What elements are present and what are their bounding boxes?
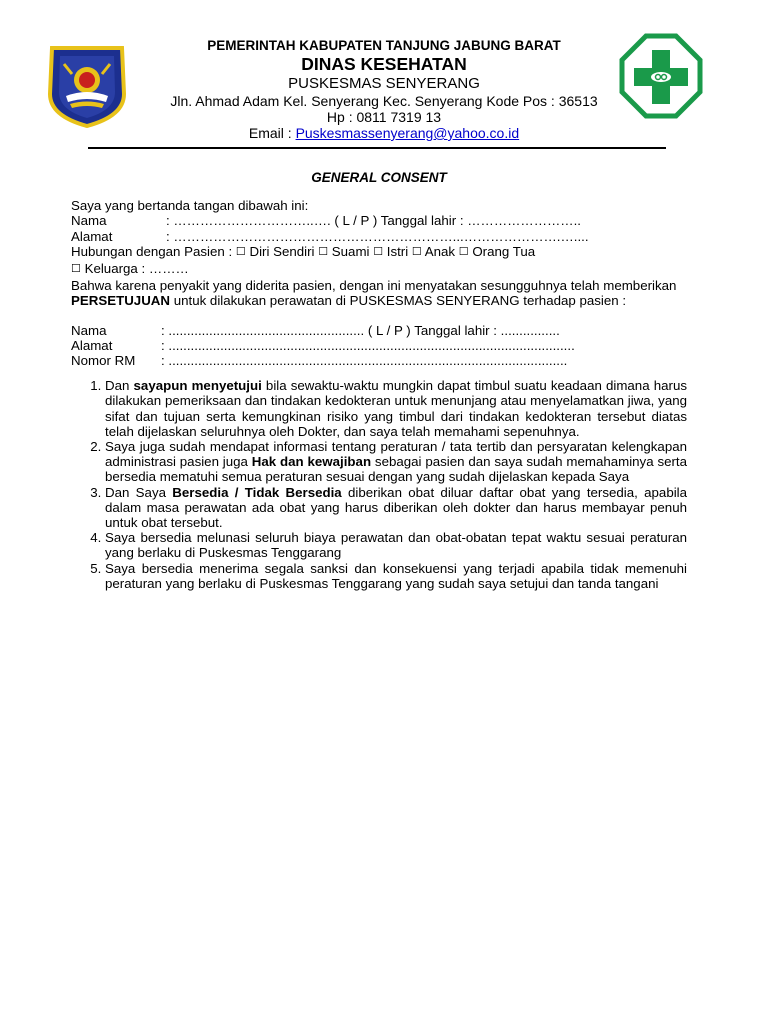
relation-option-child: Anak [424,243,456,259]
checkbox-icon[interactable]: ☐ [318,245,329,258]
signer-intro: Saya yang bertanda tangan dibawah ini: [71,198,309,214]
relation-option-family: Keluarga [84,260,138,276]
patient-address-field[interactable]: : .............................................................................................................. [161,337,575,353]
signer-address-field[interactable]: : ………………………………………………………...………………….….... [166,228,589,244]
signer-name-field[interactable]: : …………………………..…. ( L / P ) Tanggal lahir : …………………….. [166,213,581,229]
document-title: GENERAL CONSENT [311,170,447,185]
relation-label: Hubungan dengan Pasien : [71,243,233,259]
checkbox-icon[interactable]: ☐ [71,262,81,275]
checkbox-icon[interactable]: ☐ [373,245,384,258]
letterhead [0,0,768,160]
signer-address-row [71,229,687,244]
patient-name-label: Nama [71,322,107,338]
relation-row [71,244,687,261]
list-item: 1. Dan sayapun menyetujui bila sewaktu-waktu mungkin dapat timbul suatu keadaan dimana harus dilakukan pemeriksaan dan tindakan kedokteran untuk menunjang atau menyelamatkan jiwa, yang sifat dan tujuan serta kemungkinan risiko yang timbul dari tindakan kedokteran tersebut diatas telah dijelaskan seluruhnya oleh Dokter, dan saya telah memahami sepenuhnya. [105,378,687,439]
email-link[interactable]: Puskesmassenyerang@yahoo.co.id [295,125,520,141]
email-line [140,125,628,141]
patient-address-row [71,338,687,353]
patient-rm-label: Nomor RM [71,352,136,368]
statement-text: Bahwa karena penyakit yang diderita pasien, dengan ini menyatakan sesungguhnya telah memberikan [71,278,677,294]
checkbox-icon[interactable]: ☐ [411,245,422,258]
list-item: 5. Saya bersedia menerima segala sanksi dan konsekuensi yang terjadi apabila tidak memenuhi peraturan yang berlaku di Puskesmas Tenggarang yang sudah saya setujui dan tanda tangani [105,561,687,591]
relation-row-2 [71,261,687,278]
patient-name-field[interactable]: : ..................................................... ( L / P ) Tanggal lahir : ................ [161,322,560,338]
consent-document [71,170,687,591]
government-name: PEMERINTAH KABUPATEN TANJUNG JABUNG BARAT [207,38,561,53]
regency-coat-of-arms-icon [46,44,128,128]
relation-option-parent: Orang Tua [472,243,536,259]
statement-bold: PERSETUJUAN [71,293,171,309]
signer-name-label: Nama [71,213,107,229]
checkbox-icon[interactable]: ☐ [458,245,469,258]
unit-name: PUSKESMAS SENYERANG [288,75,480,92]
patient-name-row [71,323,687,338]
signer-address-label: Alamat [71,228,113,244]
signer-name-row [71,213,687,228]
phone-line: Hp : 0811 7319 13 [326,109,442,125]
patient-address-label: Alamat [71,337,113,353]
letterhead-text [140,38,628,141]
relation-option-wife: Istri [386,243,409,259]
relation-option-husband: Suami [331,243,370,259]
consent-statement [71,278,687,308]
email-label: Email : [248,125,296,141]
list-item: 2. Saya juga sudah mendapat informasi tentang peraturan / tata tertib dan persyaratan kelengkapan administrasi pasien juga Hak dan kewajiban sebagai pasien dan saya sudah memahaminya serta bersedia mematuhi semua peraturan sesuai dengan yang sudah dijelaskan kepada Saya [105,439,687,485]
header-divider [88,147,666,149]
patient-rm-row [71,353,687,368]
relation-family-field[interactable]: : ……… [141,260,189,276]
statement-text-end: untuk dilakukan perawatan di PUSKESMAS SENYERANG terhadap pasien : [170,293,627,309]
address-line: Jln. Ahmad Adam Kel. Senyerang Kec. Senyerang Kode Pos : 36513 [170,93,598,109]
patient-rm-field[interactable]: : ............................................................................................................ [161,352,568,368]
puskesmas-cross-logo-icon [616,30,706,122]
checkbox-icon[interactable]: ☐ [235,245,246,258]
list-item: 3. Dan Saya Bersedia / Tidak Bersedia diberikan obat diluar daftar obat yang tersedia, apabila dalam masa perawatan ada obat yang harus diberikan oleh dokter dan harus membayar penuh untuk obat tersebut. [105,485,687,531]
relation-option-self: Diri Sendiri [249,243,315,259]
list-item: 4. Saya bersedia melunasi seluruh biaya perawatan dan obat-obatan tepat waktu sesuai peraturan yang berlaku di Puskesmas Tenggarang [105,530,687,560]
consent-items [71,378,687,591]
department-name: DINAS KESEHATAN [301,54,467,74]
